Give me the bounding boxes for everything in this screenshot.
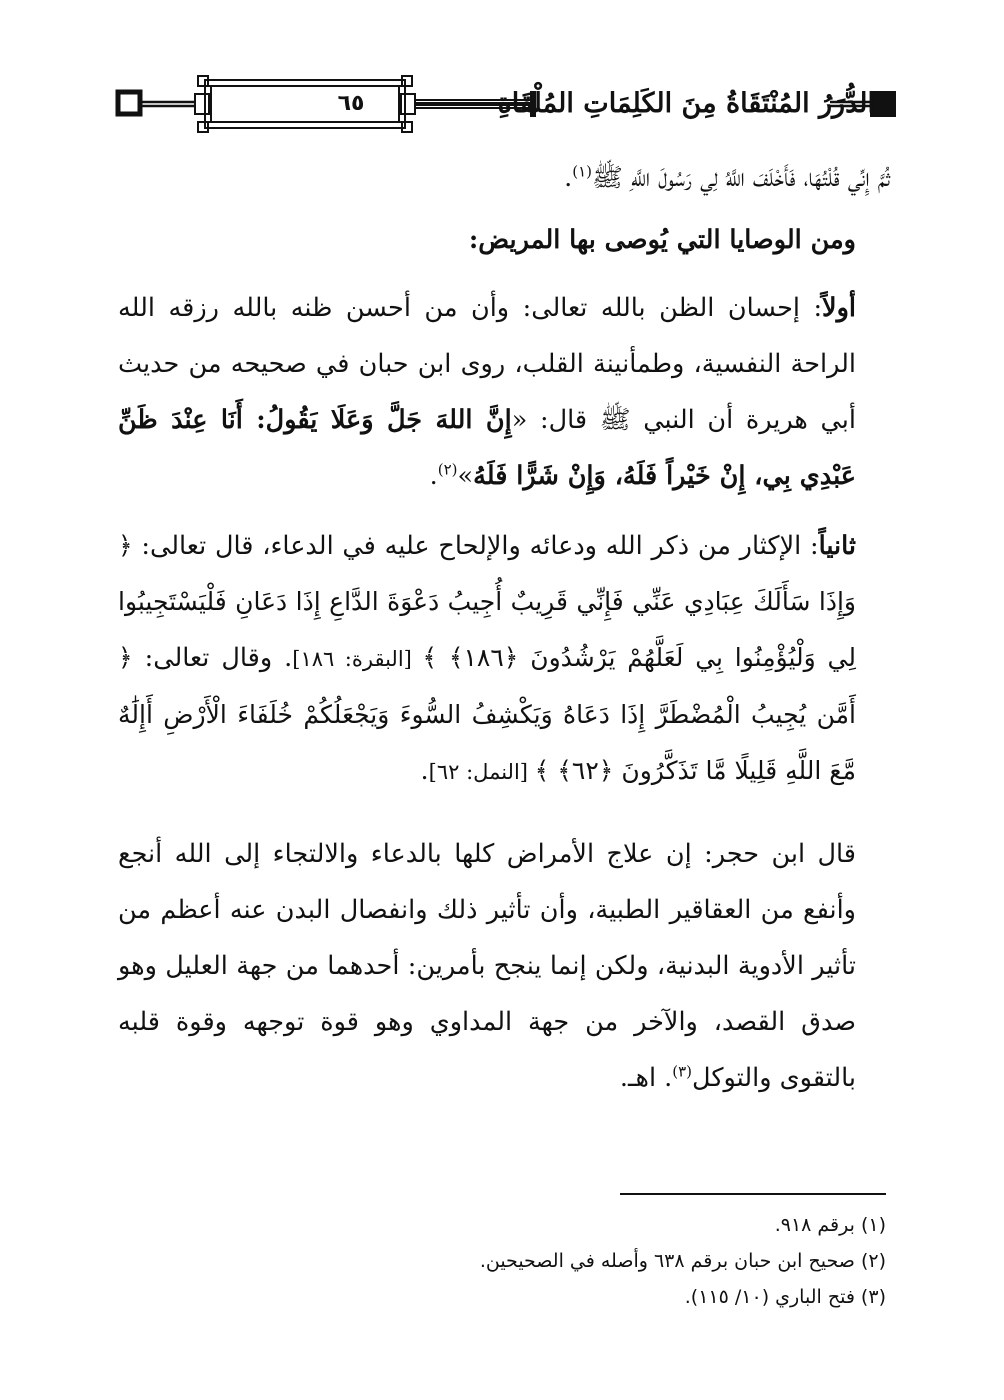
paragraph-first-advice (118, 280, 890, 504)
footnote-3: (٣) فتح الباري (١٠/ ١١٥). (684, 1286, 886, 1308)
hadith-close: » (457, 461, 474, 491)
page-number: ٦٥ (337, 91, 365, 116)
footnote-separator (620, 1193, 886, 1195)
continuation-text: ثُمَّ إِنِّي قُلْتُهَا، فَأَخْلَفَ اللَّهُ لِي رَسُولَ اللَّهِ ﷺ (592, 163, 890, 193)
footnote-1: (١) برقم ٩١٨. (774, 1214, 886, 1236)
quran-verse-naml: ﴿ أَمَّن يُجِيبُ الْمُضْطَرَّ إِذَا دَعَاهُ وَيَكْشِفُ السُّوءَ وَيَجْعَلُكُمْ خُلَفَاءَ الْأَرْضِ أَإِلَٰهٌ مَّعَ اللَّهِ قَلِيلًا مَّا تَذَكَّرُونَ ﴿٦٢﴾ ﴾ (118, 643, 856, 785)
footnote-ref-2: (٢) (437, 460, 458, 479)
footnotes (150, 1207, 886, 1315)
header-left-square (118, 92, 140, 114)
section-heading: ومن الوصايا التي يُوصى بها المريض: (468, 225, 856, 255)
footnote-2: (٢) صحيح ابن حبان برقم ٦٣٨ وأصله في الصحيحين. (479, 1250, 886, 1272)
book-title: الدُّرَرُ المُنْتَقَاةُ مِنَ الكَلِمَاتِ المُلْقَاةِ (497, 88, 875, 119)
paragraph-ibn-hajar (118, 826, 890, 1106)
second-advice-label: ثانياً (818, 531, 856, 561)
second-advice-text: : الإكثار من ذكر الله ودعائه والإلحاح عليه في الدعاء، قال تعالى: (132, 531, 819, 561)
page-header (110, 72, 900, 136)
footnote-ref-1: (١) (572, 162, 593, 181)
verse-reference-baqarah: [البقرة: ١٨٦] (292, 647, 423, 671)
ibn-hajar-text: قال ابن حجر: إن علاج الأمراض كلها بالدعاء والالتجاء إلى الله أنجع وأنفع من العقاقير الطبية، وأن تأثير ذلك وانفصال البدن عنه أعظم من تأثير الأدوية البدنية، ولكن إنما ينجح بأمرين: أحدهما من جهة العليل وهو صدق القصد، والآخر من جهة المداوي وهو قوة توجهه وقوة قلبه بالتقوى والتوكل (118, 839, 856, 1093)
quran-verse-baqarah: ﴿ وَإِذَا سَأَلَكَ عِبَادِي عَنِّي فَإِنِّي قَرِيبٌ أُجِيبُ دَعْوَةَ الدَّاعِ إِذَا دَعَانِ فَلْيَسْتَجِيبُوا لِي وَلْيُؤْمِنُوا بِي لَعَلَّهُمْ يَرْشُدُونَ ﴿١٨٦﴾ ﴾ (118, 531, 857, 672)
footnote-ref-3: (٣) (672, 1062, 693, 1081)
paragraph-second-advice (118, 518, 890, 800)
first-advice-text: : إحسان الظن بالله تعالى: وأن من أحسن ظنه بالله رزقه الله الراحة النفسية، وطمأنينة القلب، روى ابن حبان في صحيحه من حديث أبي هريرة أن النبي ﷺ قال: « (118, 293, 856, 435)
hadith-quote: إِنَّ اللهَ جَلَّ وَعَلَا يَقُولُ: أَنَا عِنْدَ ظَنِّ عَبْدِي بِي، إِنْ خَيْراً فَلَهُ، وَإِنْ شَرًّا فَلَهُ (118, 405, 856, 491)
ibn-hajar-end: . اهـ. (619, 1063, 673, 1093)
page-body (118, 150, 890, 1120)
first-advice-label: أولاً (822, 293, 856, 323)
second-advice-mid: . وقال تعالى: (132, 643, 293, 673)
second-advice-end: . (420, 756, 429, 786)
continuation-end: . (564, 163, 573, 193)
first-advice-end: . (429, 461, 438, 491)
verse-reference-naml: [النمل: ٦٢] (428, 760, 535, 784)
continuation-line (118, 150, 890, 206)
